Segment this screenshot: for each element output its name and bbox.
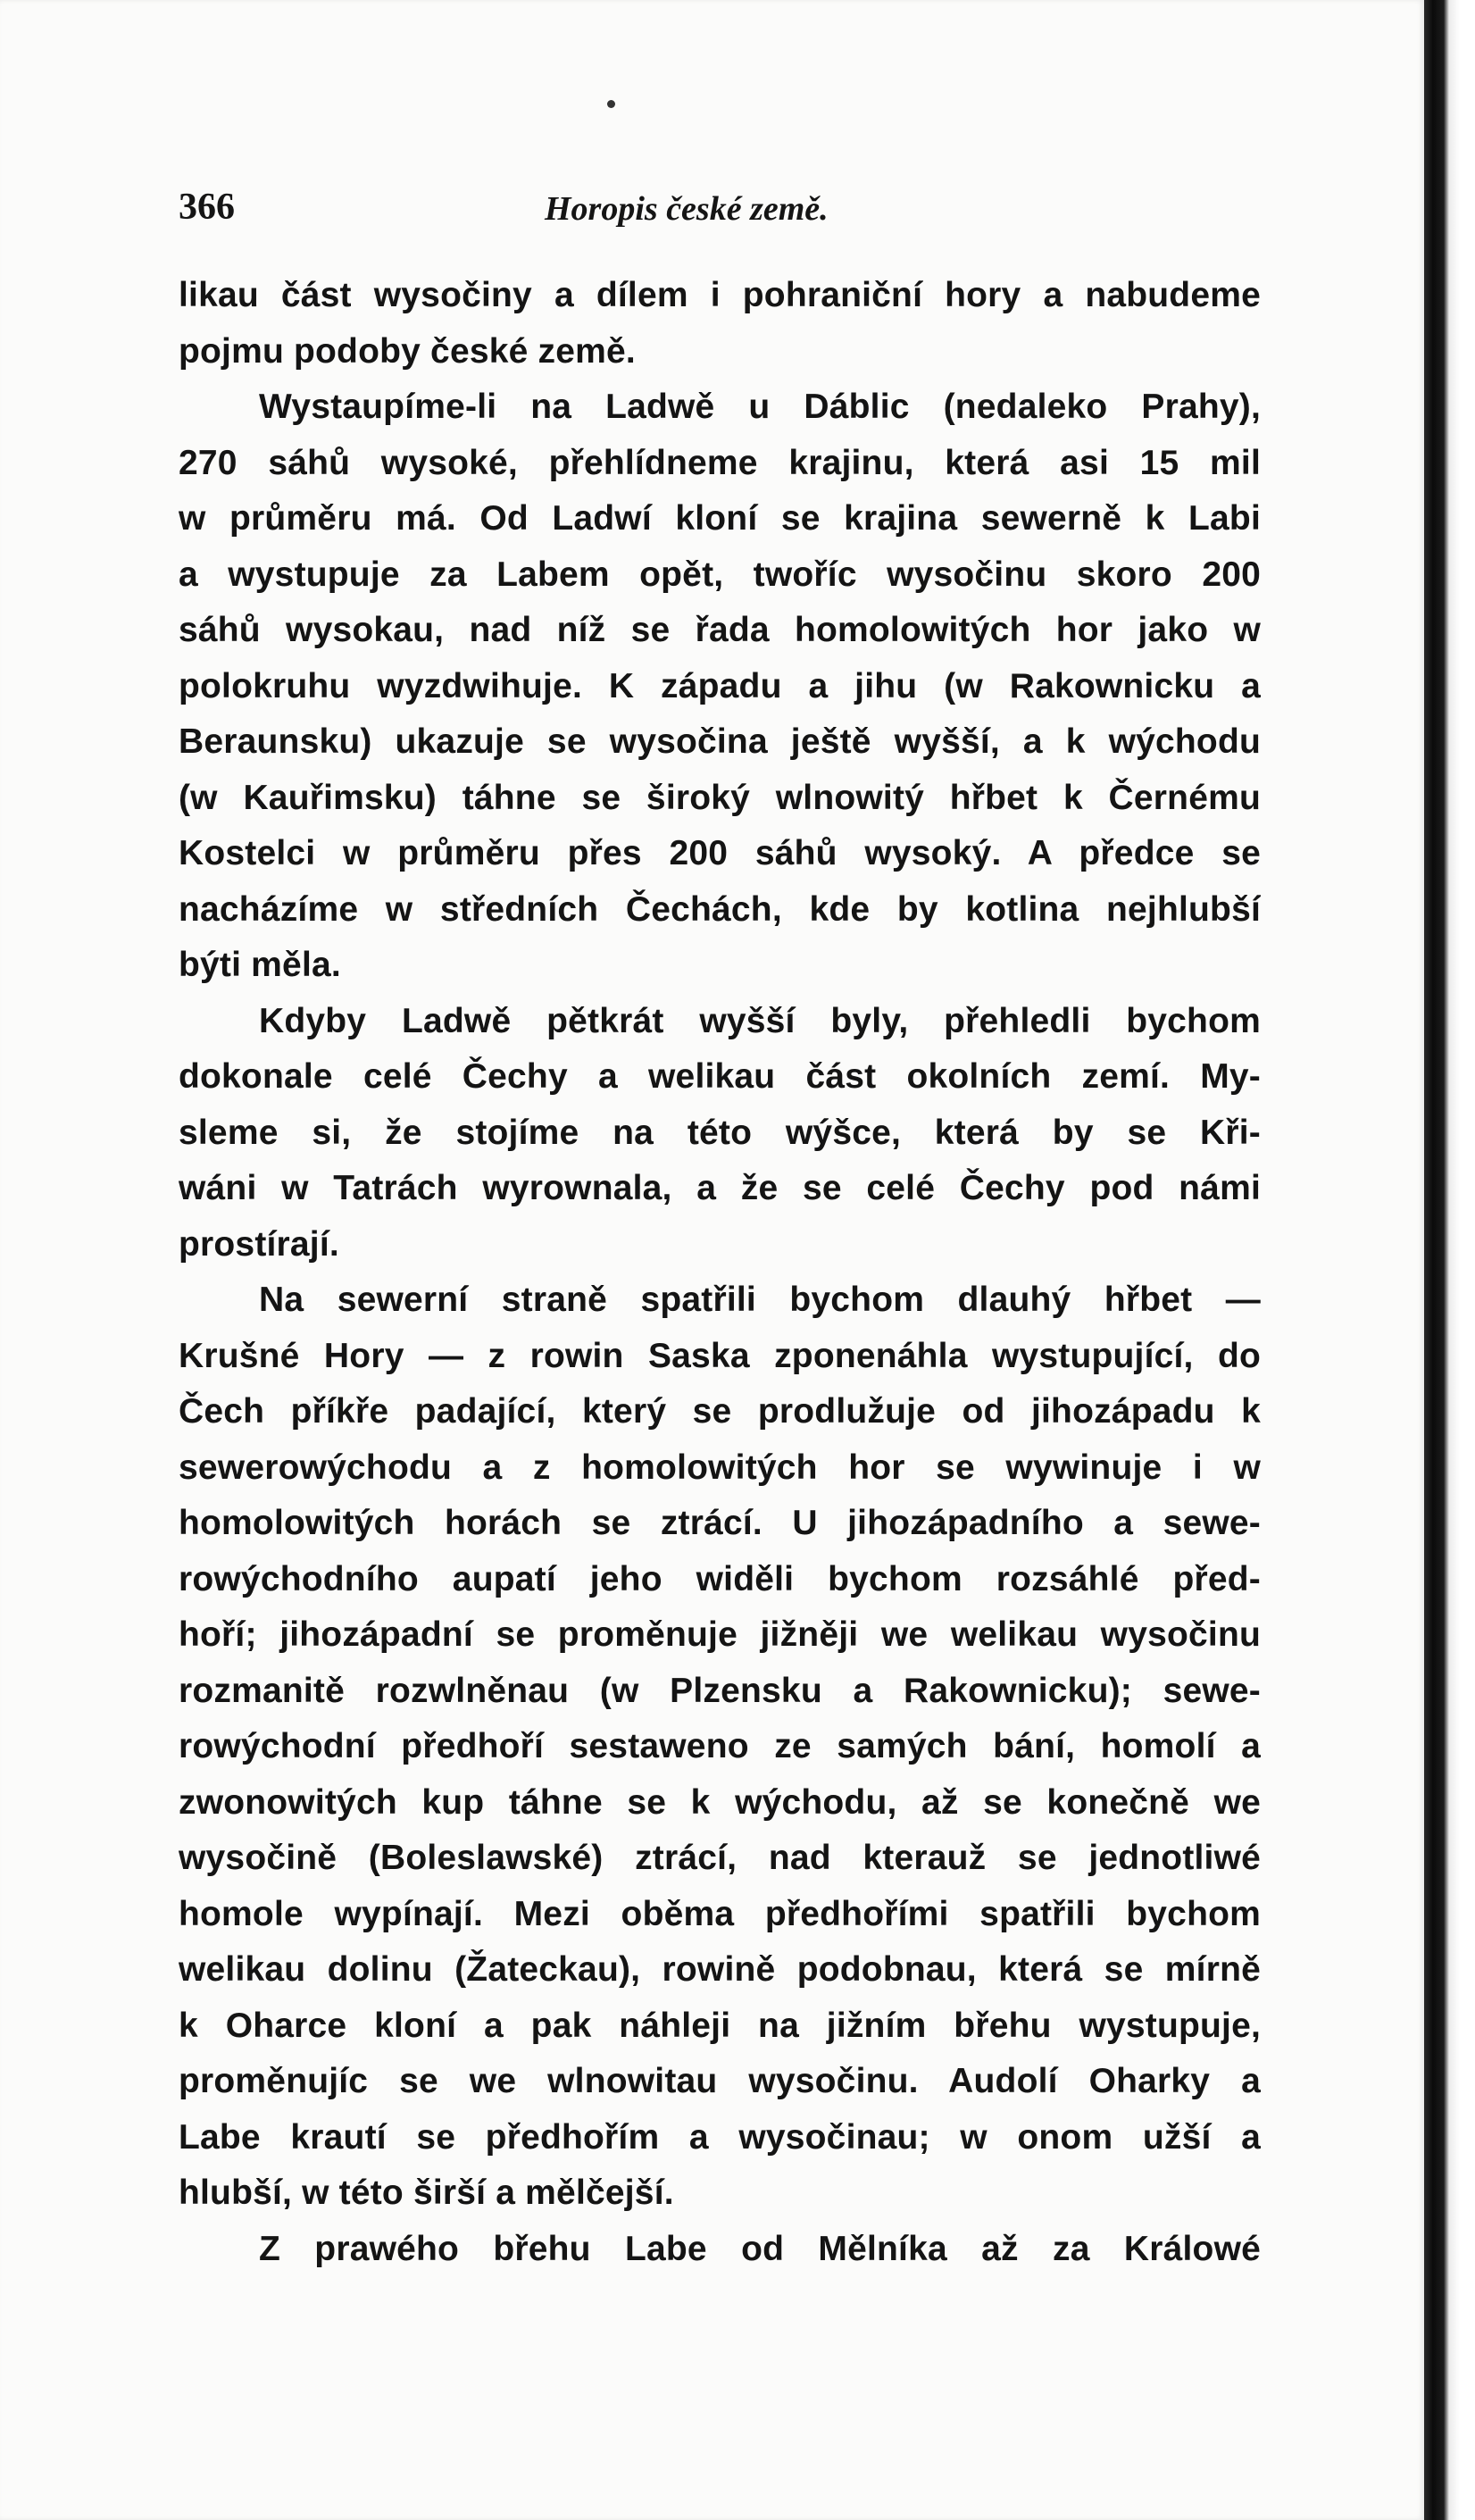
text-line: likau část wysočiny a dílem i pohraniční hory a nabudeme	[179, 276, 1261, 314]
text-line: 270 sáhů wysoké, přehlídneme krajinu, která asi 15 mil	[179, 443, 1261, 482]
text-line: prostírají.	[179, 1224, 339, 1264]
page-number: 366	[179, 187, 235, 228]
text-line: rowýchodní předhoří sestaweno ze samých bání, homolí a	[179, 1727, 1261, 1765]
text-line: rozmanitě rozwlněnau (w Plzensku a Rakownicku); sewe-	[179, 1671, 1261, 1710]
text-line: Labe krautí se předhořím a wysočinau; w onom užší a	[179, 2117, 1261, 2157]
text-line: hoří; jihozápadní se proměnuje jižněji we welikau wysočinu	[179, 1615, 1261, 1654]
text-line: sewerowýchodu a z homolowitých hor se wywinuje i w	[179, 1448, 1261, 1487]
text-line: rowýchodního aupatí jeho widěli bychom rozsáhlé před-	[179, 1559, 1261, 1598]
text-line: proměnujíc se we wlnowitau wysočinu. Audolí Oharky a	[179, 2062, 1261, 2100]
text-line: hlubší, w této širší a mělčejší.	[179, 2174, 674, 2212]
text-line: sáhů wysokau, nad níž se řada homolowitých hor jako w	[179, 611, 1261, 649]
text-line: Čech příkře padající, který se prodlužuje od jihozápadu k	[179, 1392, 1261, 1431]
text-line: býti měla.	[179, 946, 341, 984]
text-line: Beraunsku) ukazuje se wysočina ještě wyšší, a k wýchodu	[179, 722, 1261, 761]
text-line: homolowitých horách se ztrácí. U jihozápadního a sewe-	[179, 1504, 1261, 1542]
paragraph-first-line: Z prawého břehu Labe od Mělníka až za Králowé	[259, 2229, 1261, 2268]
text-line: homole wypínají. Mezi oběma předhořími spatřili bychom	[179, 1894, 1261, 1933]
text-line: polokruhu wyzdwihuje. K západu a jihu (w Rakownicku a	[179, 666, 1261, 705]
text-line: welikau dolinu (Žateckau), rowině podobnau, která se mírně	[179, 1950, 1261, 1989]
body-text	[179, 268, 1261, 2277]
text-line: sleme si, že stojíme na této wýšce, která by se Kři-	[179, 1113, 1261, 1152]
text-line: zwonowitých kup táhne se k wýchodu, až se konečně we	[179, 1782, 1261, 1822]
text-line: dokonale celé Čechy a welikau část okolních zemí. My-	[179, 1057, 1261, 1096]
page-header	[179, 186, 1263, 239]
text-line: Kostelci w průměru přes 200 sáhů wysoký. A předce se	[179, 834, 1261, 872]
text-line: k Oharce kloní a pak náhleji na jižním břehu wystupuje,	[179, 2006, 1261, 2045]
text-line: wáni w Tatrách wyrownala, a že se celé Čechy pod námi	[179, 1169, 1261, 1207]
text-line: Krušné Hory — z rowin Saska zponenáhla wystupující, do	[179, 1336, 1261, 1375]
text-line: pojmu podoby české země.	[179, 331, 636, 371]
paragraph-first-line: Wystaupíme-li na Ladwě u Dáblic (nedaleko Prahy),	[259, 388, 1261, 426]
running-title: Horopis české země.	[545, 190, 829, 228]
text-line: (w Kauřimsku) táhne se široký wlnowitý hřbet k Černému	[179, 778, 1261, 817]
paragraph-first-line: Na sewerní straně spatřili bychom dlauhý hřbet —	[259, 1281, 1261, 1319]
text-line: a wystupuje za Labem opět, twoříc wysočinu skoro 200	[179, 555, 1261, 594]
scan-page-edge	[1424, 0, 1475, 2520]
ink-speck	[607, 100, 615, 108]
paragraph-first-line: Kdyby Ladwě pětkrát wyšší byly, přehledli bychom	[259, 1001, 1261, 1040]
text-line: w průměru má. Od Ladwí kloní se krajina sewerně k Labi	[179, 499, 1261, 538]
text-line: nacházíme w středních Čechách, kde by kotlina nejhlubší	[179, 889, 1261, 929]
text-line: wysočině (Boleslawské) ztrácí, nad kterauž se jednotliwé	[179, 1839, 1261, 1877]
